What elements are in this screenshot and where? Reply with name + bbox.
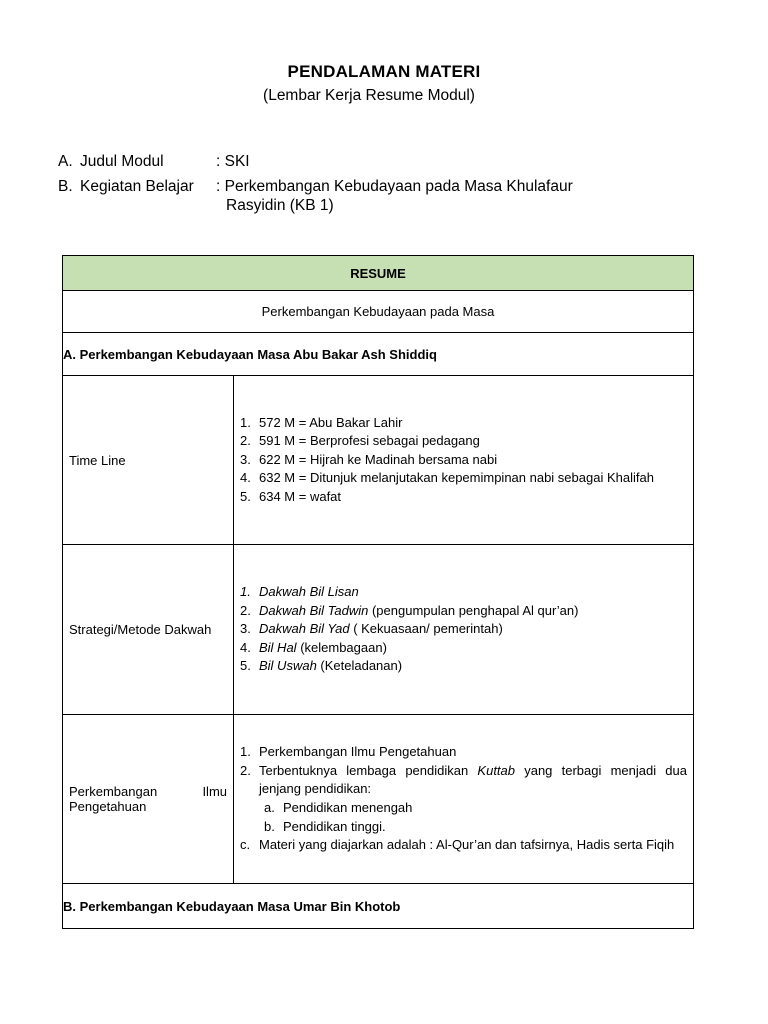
science-row xyxy=(63,715,694,884)
section-b-row xyxy=(63,884,694,929)
item-number: B. xyxy=(58,178,73,195)
module-title-row xyxy=(58,152,698,172)
list-item: 3. 622 M = Hijrah ke Madinah bersama nabi xyxy=(240,451,498,467)
science-content xyxy=(234,715,694,884)
resume-header: RESUME xyxy=(63,256,694,291)
list-item: 1. Perkembangan Ilmu Pengetahuan xyxy=(240,744,457,760)
list-item: 3. Dakwah Bil Yad ( Kekuasaan/ pemerintah) xyxy=(240,621,503,637)
learning-activity-value-line2: Rasyidin (KB 1) xyxy=(226,197,334,214)
module-title-label: Judul Modul xyxy=(80,153,164,170)
timeline-row xyxy=(63,376,694,545)
learning-activity-row xyxy=(58,177,698,219)
learning-activity-value-line1: : Perkembangan Kebudayaan pada Masa Khulafaur xyxy=(216,178,573,195)
learning-activity-label: Kegiatan Belajar xyxy=(80,178,194,195)
list-item: b. Pendidikan tinggi. xyxy=(264,818,386,834)
list-item: 4. Bil Hal (kelembagaan) xyxy=(240,639,387,655)
resume-subheader-row xyxy=(63,291,694,333)
education-level-list xyxy=(240,799,687,836)
strategy-label: Strategi/Metode Dakwah xyxy=(63,545,234,715)
timeline-list xyxy=(240,414,687,507)
page-title: PENDALAMAN MATERI xyxy=(287,62,481,81)
strategy-list xyxy=(240,583,687,676)
resume-table xyxy=(62,255,694,929)
list-item: 4. 632 M = Ditunjuk melanjutakan kepemimpinan nabi sebagai Khalifah xyxy=(240,470,654,486)
resume-header-row xyxy=(63,256,694,291)
strategy-row xyxy=(63,545,694,715)
page-subtitle: (Lembar Kerja Resume Modul) xyxy=(263,87,475,104)
list-item: a. Pendidikan menengah xyxy=(264,800,413,815)
list-item: 5. 634 M = wafat xyxy=(240,488,342,504)
list-item: 2. Dakwah Bil Tadwin (pengumpulan penghapal Al qur’an) xyxy=(240,602,579,618)
list-item: 2. Terbentuknya lembaga pendidikan Kuttab yang terbagi menjadi dua jenjang pendidikan: xyxy=(240,762,687,797)
list-item: c. Materi yang diajarkan adalah : Al-Qur’an dan tafsirnya, Hadis serta Fiqih xyxy=(240,837,675,853)
item-number: A. xyxy=(58,153,73,170)
resume-subheader: Perkembangan Kebudayaan pada Masa xyxy=(63,291,694,333)
list-item: 1. 572 M = Abu Bakar Lahir xyxy=(240,414,403,430)
curriculum-list xyxy=(240,836,687,855)
timeline-content xyxy=(234,376,694,545)
section-b-heading: B. Perkembangan Kebudayaan Masa Umar Bin Khotob xyxy=(63,884,694,929)
section-a-heading: A. Perkembangan Kebudayaan Masa Abu Bakar Ash Shiddiq xyxy=(63,333,694,376)
science-list xyxy=(240,743,687,799)
list-item: 2. 591 M = Berprofesi sebagai pedagang xyxy=(240,433,480,449)
science-label: Perkembangan Ilmu Pengetahuan xyxy=(63,715,234,884)
strategy-content xyxy=(234,545,694,715)
module-title-value: : SKI xyxy=(216,153,250,170)
timeline-label: Time Line xyxy=(63,376,234,545)
list-item: 1. Dakwah Bil Lisan xyxy=(240,584,359,600)
list-item: 5. Bil Uswah (Keteladanan) xyxy=(240,658,403,674)
section-a-row xyxy=(63,333,694,376)
